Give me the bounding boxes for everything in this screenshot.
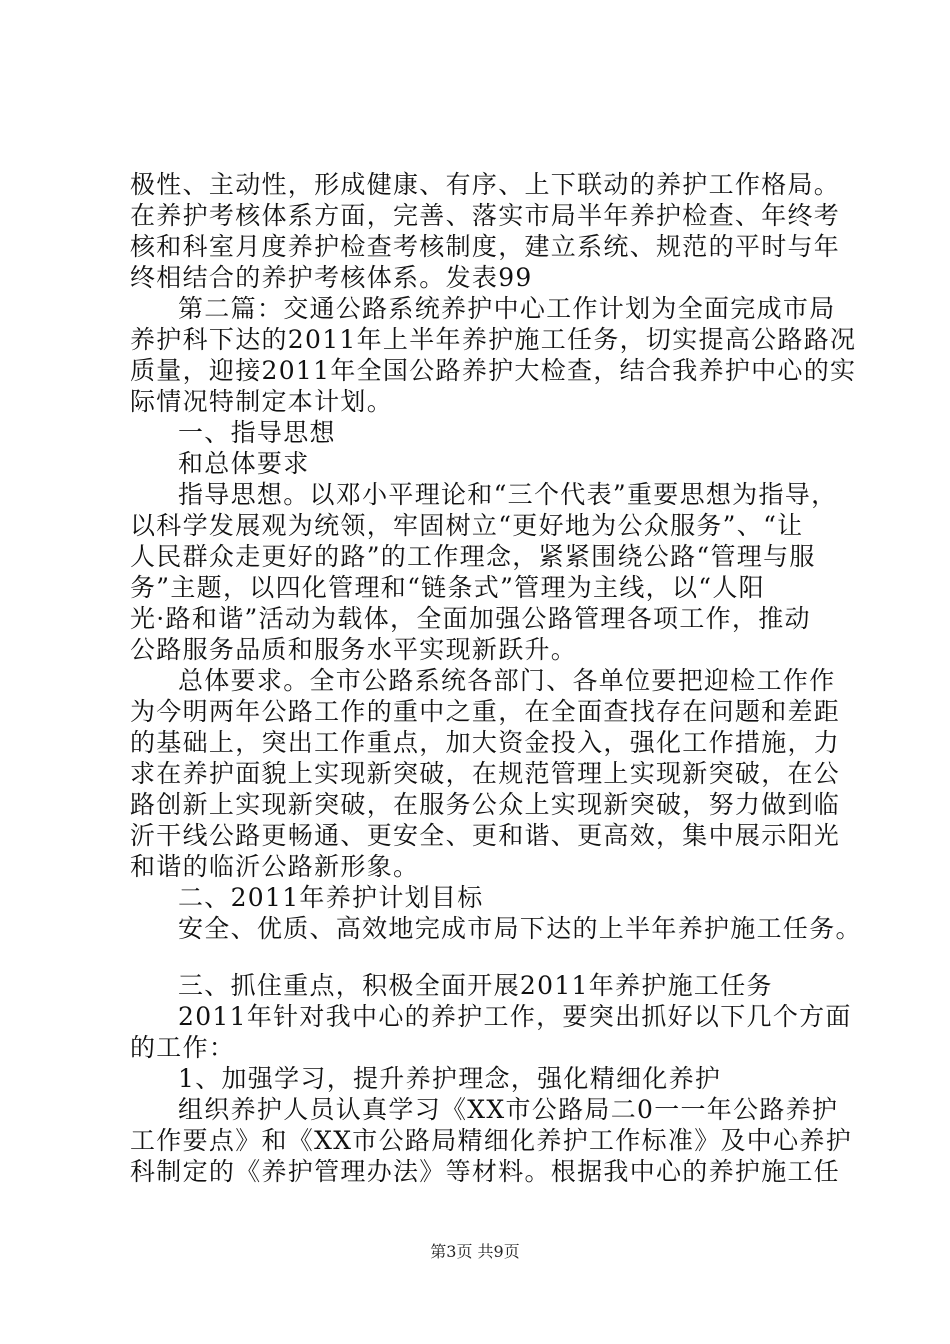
text-line: 沂干线公路更畅通、更安全、更和谐、更高效，集中展示阳光 <box>130 821 841 850</box>
text-line: 工作要点》和《XX市公路局精细化养护工作标准》及中心养护 <box>130 1126 852 1155</box>
subsection-heading: 1、加强学习，提升养护理念，强化精细化养护 <box>178 1064 722 1093</box>
paragraph-start: 组织养护人员认真学习《XX市公路局二0一一年公路养护 <box>178 1095 839 1124</box>
text-line: 核和科室月度养护检查考核制度，建立系统、规范的平时与年 <box>130 232 841 261</box>
section-heading: 三、抓住重点，积极全面开展2011年养护施工任务 <box>178 971 773 1000</box>
blank-line <box>130 944 850 970</box>
paragraph-start: 2011年针对我中心的养护工作，要突出抓好以下几个方面 <box>178 1002 852 1031</box>
text-line: 极性、主动性，形成健康、有序、上下联动的养护工作格局。 <box>130 170 841 199</box>
paragraph-start: 第二篇：交通公路系统养护中心工作计划为全面完成市局 <box>178 294 836 323</box>
text-line: 质量，迎接2011年全国公路养护大检查，结合我养护中心的实 <box>130 356 857 385</box>
text-line: 人民群众走更好的路”的工作理念，紧紧围绕公路“管理与服 <box>130 542 816 571</box>
text-line: 务”主题，以四化管理和“链条式”管理为主线，以“人阳 <box>130 573 765 602</box>
text-line: 终相结合的养护考核体系。发表99 <box>130 263 533 292</box>
text-line: 公路服务品质和服务水平实现新跃升。 <box>130 635 578 664</box>
text-line: 的工作： <box>130 1033 236 1062</box>
text-line: 在养护考核体系方面，完善、落实市局半年养护检查、年终考 <box>130 201 841 230</box>
page-indicator: 第3页 共9页 <box>430 1242 520 1261</box>
paragraph-start: 总体要求。全市公路系统各部门、各单位要把迎检工作作 <box>178 666 836 695</box>
text-line: 为今明两年公路工作的重中之重，在全面查找存在问题和差距 <box>130 697 841 726</box>
paragraph-start: 指导思想。以邓小平理论和“三个代表”重要思想为指导， <box>178 480 838 509</box>
text-line: 科制定的《养护管理办法》等材料。根据我中心的养护施工任 <box>130 1157 841 1186</box>
section-heading: 一、指导思想 <box>178 418 336 447</box>
text-line: 光·路和谐”活动为载体，全面加强公路管理各项工作，推动 <box>130 604 811 633</box>
paragraph-start: 安全、优质、高效地完成市局下达的上半年养护施工任务。 <box>178 914 862 943</box>
text-line: 以科学发展观为统领，牢固树立“更好地为公众服务”、“让 <box>130 511 804 540</box>
text-line: 和谐的临沂公路新形象。 <box>130 852 420 881</box>
text-line: 养护科下达的2011年上半年养护施工任务，切实提高公路路况 <box>130 325 857 354</box>
body-text <box>130 169 862 1187</box>
text-line: 的基础上，突出工作重点，加大资金投入，强化工作措施，力 <box>130 728 841 757</box>
text-line: 路创新上实现新突破，在服务公众上实现新突破，努力做到临 <box>130 790 841 819</box>
text-line: 际情况特制定本计划。 <box>130 387 394 416</box>
text-line: 求在养护面貌上实现新突破，在规范管理上实现新突破，在公 <box>130 759 841 788</box>
section-heading: 二、2011年养护计划目标 <box>178 883 484 912</box>
section-heading-continuation: 和总体要求 <box>178 449 310 478</box>
